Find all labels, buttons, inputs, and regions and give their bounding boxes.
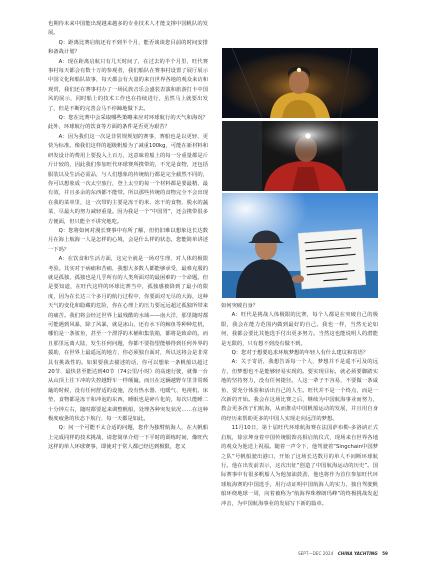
- issue-date: SEPT—DEC 2024: [298, 551, 334, 556]
- photo-sailor-headlamp: [222, 121, 378, 191]
- interview-answer: A：现在距离启航只有几天时间了，在过去的半个月里，旺代赛事村每天都会有数十万的参观者，我们船队在赛事村设置了展厅展示中国文化和船队故事，每天都会有大量的来自世界各地的观众来访和观赏，我们还在赛事村办了一场民族音乐会盛装表演和旅游打卡中国风的展示，同时船上的技术工作也在持续进行，虽然马上就要出发了，但是不断的完善会马不停蹄地做下去。: [48, 58, 208, 112]
- interview-answer: A：在饮食和生活方面，这完全就是一场对生理、对人体的极限考验。其实对于病痛和苦痛，我想大多数人都能够承受，最难克服的就是孤独，孤独也是几乎所有的人类所面对的最困难的一个命题。但是要知道，在旺代这样的环球比赛当中，孤独感被降到了最小的限度，因为在长达三个多月的航行过程中，你要面对无尽的大海，这种天气的变化和隐藏的危险，你在心理上的压力要远远超过孤独所带来的痛苦。我们将会经过世界上最残酷的水域——南大洋，那里随时都可能遇到风暴，除了风暴，就是冰山，还有水下的鲸鱼等种种危机，哪怕是一条鲨鱼，甚至一个漂浮的木桶和集装箱，都将是致命的。而且那里远离大陆，发生任何问题，你都不要指望能够得到任何外界的援助，在世界上最遥远的地方，你必须独自面对，所以这将会是非常具有挑战性的。如果要我去描述的话，你可以想象一条帆船以超过20节、最快甚至能达到40节（74公里/小时）的高速行驶，就像一台从山顶上往下冲的失控越野车一样颠簸。而且在这辆越野车里非常颠簸的时候，没有任何舒适的设施，没有热水器、电暖气、电视机、床垫，食物都是冻干和冲泡的东西，睡眠也是碎片化的，每次只能睡二十分钟左右，随时都要起来调整帆船，处理各种突发状况……在这种极度疲惫的状态下航行，每一天都是如此。: [48, 256, 208, 423]
- photo-sailor-with-sign: [222, 193, 378, 298]
- body-paragraph: 11月10日，第十届旺代环球航海赛在法国萨布勒-多洛讷正式启航，徐京坤身着中国传统服饰亮相启航仪式，现场来自世界各地的观众为他送上祝福。随着一声令下，他驾驶着“Singchain中国梦之队”号帆船驶出港口，开始了这场长达数月的单人不间断环球航行。他在出发前表示，这次出征“创造了中国航海运动的历史”。国际赛事中有很多帆船人为他加油鼓劲，他也将作为首位参加旺代环球航海赛的中国选手，用行动证明中国航海人的实力，独自驾驶帆船环绕地球一周，向着被称为“航海界珠穆朗玛峰”的终极挑战发起冲击，为中国航海事业的发展写下新的篇章。: [221, 425, 378, 507]
- interview-question: Q：您将如何对漫长赛事中有所了解，但仍旧难以想象这长达数月在海上航海一人是怎样的心境，会是什么样的状态，您能简单讲述一下吗？: [48, 227, 208, 253]
- body-paragraph: 也期待未来中国能出现越来越多的专业技术人才能支撑中国帆队的发展。: [48, 21, 208, 37]
- interview-question: Q：您在比赛中会采取哪些策略来应对环球航行的天气和海况？此外，环球航行的饮食等方面的条件是否更为艰苦？: [48, 115, 208, 131]
- interview-question: Q：距离比赛启航还有不到半个月，能否谈谈您目前的时间安排和备战计划？: [48, 39, 208, 56]
- interview-answer: A：关于寄语，我想告诉每一个人，梦想并不是遥不可及的远方，但梦想也不是能够轻易实现的。要实现目标，就必须要脚踏实地的坚持努力，没有任何捷径。人这一辈子不容易，不要做一条咸鱼，要充分体验和活出自己的人生。旺代并不是一个终点，而是一次新的开始。我会在这场比赛之后，继续为中国航海事业而努力，教会更多孩子们航海，从而推动中国帆船运动的发展，并且用自身的经历来帮助更多的中国人实现走向远洋的梦想。: [221, 359, 378, 422]
- interview-question: Q：您对于想要追求环航梦想的年轻人有什么建议和寄语？: [231, 350, 369, 357]
- interview-question: 如何突破自身？: [221, 303, 259, 309]
- photo-night-sailing: [222, 48, 378, 118]
- magazine-name: CHINA YACHTING: [337, 551, 378, 556]
- interview-question: Q：问一个可能不太合适的问题，您作为独臂航海人，在大帆船上完成同样的技术挑战，请您简单介绍一下平时的训练时间，像旺代这样的单人环球赛事，即使对于常人都已经达到极限，您又: [48, 425, 208, 451]
- page-footer: [298, 550, 388, 558]
- interview-answer: A：旺代是挑战人体极限的比赛，每个人都是在突破自己的极限，我会在能力范围内做到最好的自己。我也一样，当然无论如何，我都会要比其他选手付出更多努力。当然这也能说明人的潜能是无限的，只有想不到没有做不到。: [221, 312, 378, 347]
- interview-answer: A：因为我们这一次是非常规规划的赛事，赛船也是以更轻、更快为标准。像我们这样的超级帆船为了减重100kg，可能在新材料和研发设计的费用上要投入上百万，这意味着船上的每一分重量都是斤斤计较的，因此我们参加旺代环球赛所携带的，不光是食物，还包括服装以及生活必需品，与人们想象的传统航行都是完全截然不同的，你可以想象成一次太空旅行，登上太空的每一个材料都是要最精、最有效，并且多余的东西都不能带。所以那些传统的食物完全不会出现在我的菜单里，这一次带的主要是冻干的米、冻干的食物、脱水的蔬菜，尽最大的努力减轻重量。因为我是一个“中国胃”，还会携带很多方便面，但只能全不讲究地吃。: [48, 133, 208, 225]
- left-text-column: [48, 20, 208, 554]
- page-number: 59: [382, 551, 388, 556]
- right-text-column: [221, 302, 378, 550]
